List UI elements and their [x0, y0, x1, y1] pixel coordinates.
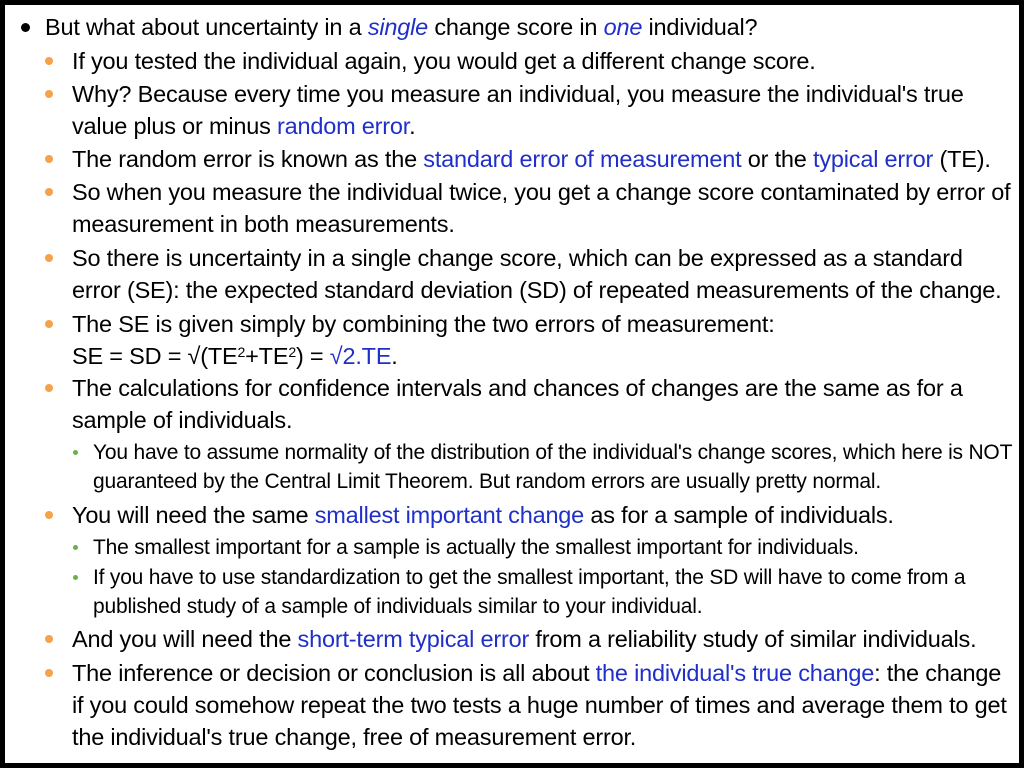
bullet-text: If you have to use standardization to get the smallest important, the SD will have to come from a published study of a sample of individuals similar to your individual. — [93, 566, 966, 618]
bullet-item — [45, 308, 1013, 372]
bullet-item — [45, 372, 1013, 436]
bullet-item — [45, 78, 1013, 142]
bullet-text: The calculations for confidence intervals and chances of changes are the same as for a sample of individuals. — [72, 375, 963, 433]
bullet-dot — [45, 155, 53, 163]
bullet-dot — [45, 57, 53, 65]
bullet-text: You have to assume normality of the distribution of the individual's change scores, which here is NOT guaranteed by the Central Limit Theorem. But random errors are usually pretty normal. — [93, 441, 1012, 493]
bullet-dot — [45, 511, 53, 519]
bullet-dot — [21, 23, 30, 32]
bullet-item — [73, 533, 1013, 562]
bullet-dot — [45, 635, 53, 643]
bullet-text: But what about uncertainty in a single change score in one individual? — [45, 14, 758, 40]
slide — [5, 5, 1019, 763]
bullet-item — [73, 438, 1013, 496]
bullet-text: And you will need the short-term typical error from a reliability study of similar individuals. — [72, 626, 977, 652]
bullet-text: Why? Because every time you measure an individual, you measure the individual's true value plus or minus random error. — [72, 81, 964, 139]
bullet-text: The inference or decision or conclusion is all about the individual's true change: the change if you could somehow repeat the two tests a huge number of times and average them to get the individual's true change, free of measurement error. — [72, 660, 1007, 750]
bullet-item — [45, 45, 1013, 77]
bullet-dot — [45, 320, 53, 328]
bullet-dot — [73, 575, 78, 580]
bullet-item — [45, 499, 1013, 531]
bullet-text: The random error is known as the standard error of measurement or the typical error (TE). — [72, 146, 991, 172]
bullet-text: If you tested the individual again, you would get a different change score. — [72, 48, 816, 74]
bullet-item — [73, 563, 1013, 621]
bullet-item — [45, 176, 1013, 240]
bullet-text: You will need the same smallest important change as for a sample of individuals. — [72, 502, 894, 528]
bullet-item — [21, 11, 1011, 43]
bullet-item — [45, 657, 1013, 753]
bullet-dot — [45, 384, 53, 392]
bullet-item — [45, 623, 1013, 655]
bullet-text: The SE is given simply by combining the two errors of measurement: SE = SD = $√(TE^2+TE^2) = √2.TE$. — [72, 311, 775, 369]
bullet-text: So when you measure the individual twice, you get a change score contaminated by error of measurement in both measurements. — [72, 179, 1011, 237]
bullet-item — [45, 143, 1013, 175]
bullet-dot — [45, 188, 53, 196]
bullet-item — [45, 242, 1013, 306]
bullet-dot — [45, 254, 53, 262]
bullet-text: The smallest important for a sample is actually the smallest important for individuals. — [93, 536, 859, 559]
bullet-dot — [73, 545, 78, 550]
bullet-dot — [73, 450, 78, 455]
bullet-dot — [45, 90, 53, 98]
bullet-dot — [45, 669, 53, 677]
bullet-text: So there is uncertainty in a single change score, which can be expressed as a standard error (SE): the expected standard deviation (SD) of repeated measurements of the change. — [72, 245, 1002, 303]
